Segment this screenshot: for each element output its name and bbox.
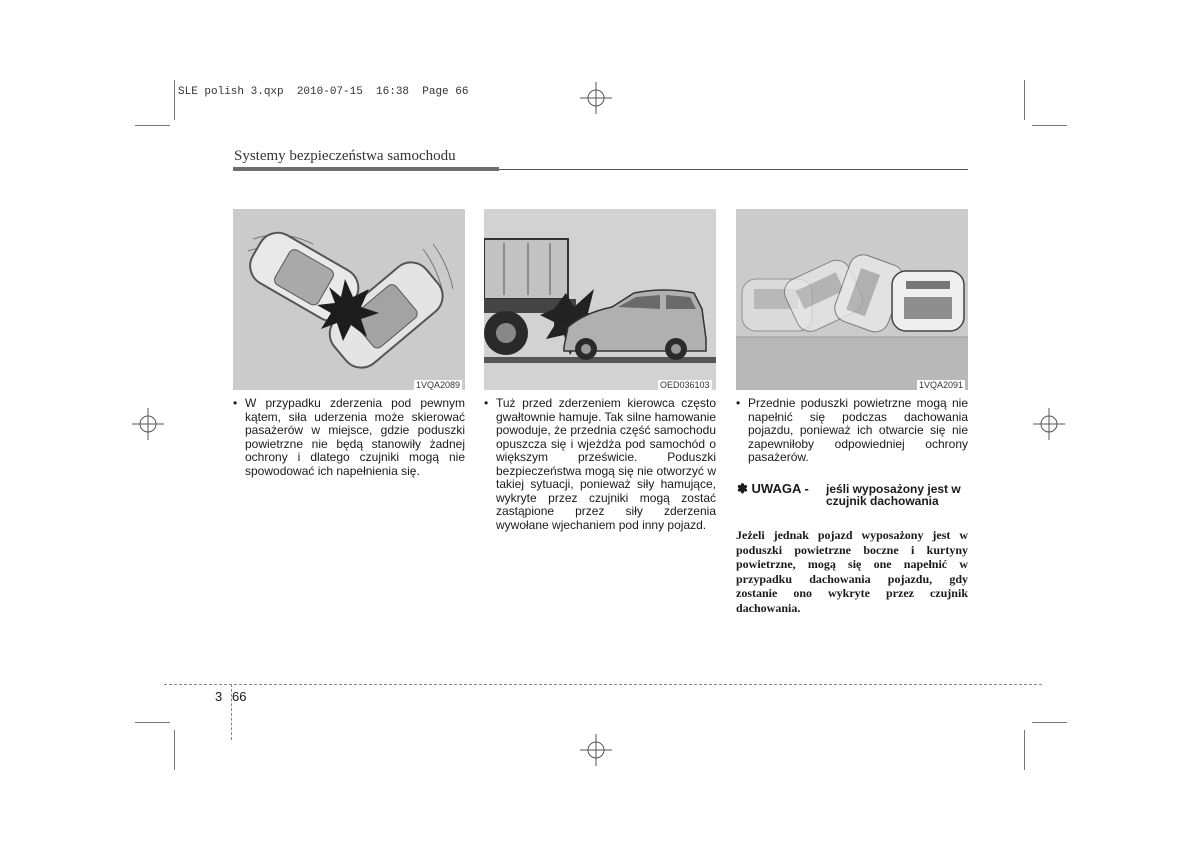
bullet-icon: • (736, 396, 741, 410)
figure-side-collision (233, 209, 465, 390)
registration-mark-icon (132, 408, 164, 440)
figure-code: 1VQA2091 (919, 380, 964, 390)
page-number-value: 66 (232, 689, 247, 704)
bullet-text: W przypadku zderzenia pod pewnym kątem, siła uderzenia może skierować pasażerów w miejsce, gdzie poduszki powietrzne nie będą stanowiły żadnej ochrony i dlatego czujniki mogą nie spowodować ich napełnienia się. (245, 396, 465, 478)
rollover-illustration-icon (736, 209, 968, 390)
crop-mark (1032, 722, 1067, 723)
bullet-paragraph (736, 397, 968, 465)
crop-mark (135, 125, 170, 126)
note-subtitle: jeśli wyposażony jest w czujnik dachowania (826, 482, 961, 508)
crop-mark (1024, 80, 1025, 120)
page-number (215, 689, 246, 704)
title-rule (499, 169, 968, 170)
bullet-text: Przednie poduszki powietrzne mogą nie napełnić się podczas dachowania pojazdu, ponieważ ich otwarcie się nie zapewniłoby odpowiedniej ochrony pasażerów. (748, 396, 968, 464)
footer-rule (164, 684, 1042, 685)
registration-mark-icon (1033, 408, 1065, 440)
figure-rollover (736, 209, 968, 390)
crop-mark (174, 80, 175, 120)
title-rule (233, 167, 499, 171)
bullet-paragraph (233, 397, 465, 478)
registration-mark-icon (580, 82, 612, 114)
chapter-number: 3 (215, 689, 223, 704)
side-collision-illustration-icon (233, 209, 465, 390)
bullet-paragraph (484, 397, 716, 532)
section-title: Systemy bezpieczeństwa samochodu (234, 148, 456, 164)
note-label: ✽ UWAGA - (737, 481, 809, 496)
figure-code: 1VQA2089 (416, 380, 461, 390)
crop-mark (1024, 730, 1025, 770)
underride-collision-illustration-icon (484, 209, 716, 390)
print-header: SLE polish 3.qxp 2010-07-15 16:38 Page 66 (178, 86, 469, 98)
note-body: Jeżeli jednak pojazd wyposażony jest w poduszki powietrzne boczne i kurtyny powietrzne, mogą się one napełnić w przypadku dachowania pojazdu, gdy zostanie ono wykryte przez czujnik dachowania. (736, 528, 968, 615)
crop-mark (135, 722, 170, 723)
bullet-icon: • (233, 396, 238, 410)
bullet-text: Tuż przed zderzeniem kierowca często gwałtownie hamuje. Tak silne hamowanie powoduje, że przednia część samochodu opuszcza się i wjeżdża pod samochód o większym prześwicie. Poduszki bezpieczeństwa mogą się nie otworzyć w takiej sytuacji, ponieważ siły hamujące, wykryte przez czujniki mogą zostać zastąpione przez siły zderzenia wywołane wjechaniem pod inny pojazd. (496, 396, 716, 532)
registration-mark-icon (580, 734, 612, 766)
figure-code: OED036103 (660, 380, 710, 390)
figure-underride-collision (484, 209, 716, 390)
crop-mark (174, 730, 175, 770)
bullet-icon: • (484, 396, 489, 410)
crop-mark (1032, 125, 1067, 126)
